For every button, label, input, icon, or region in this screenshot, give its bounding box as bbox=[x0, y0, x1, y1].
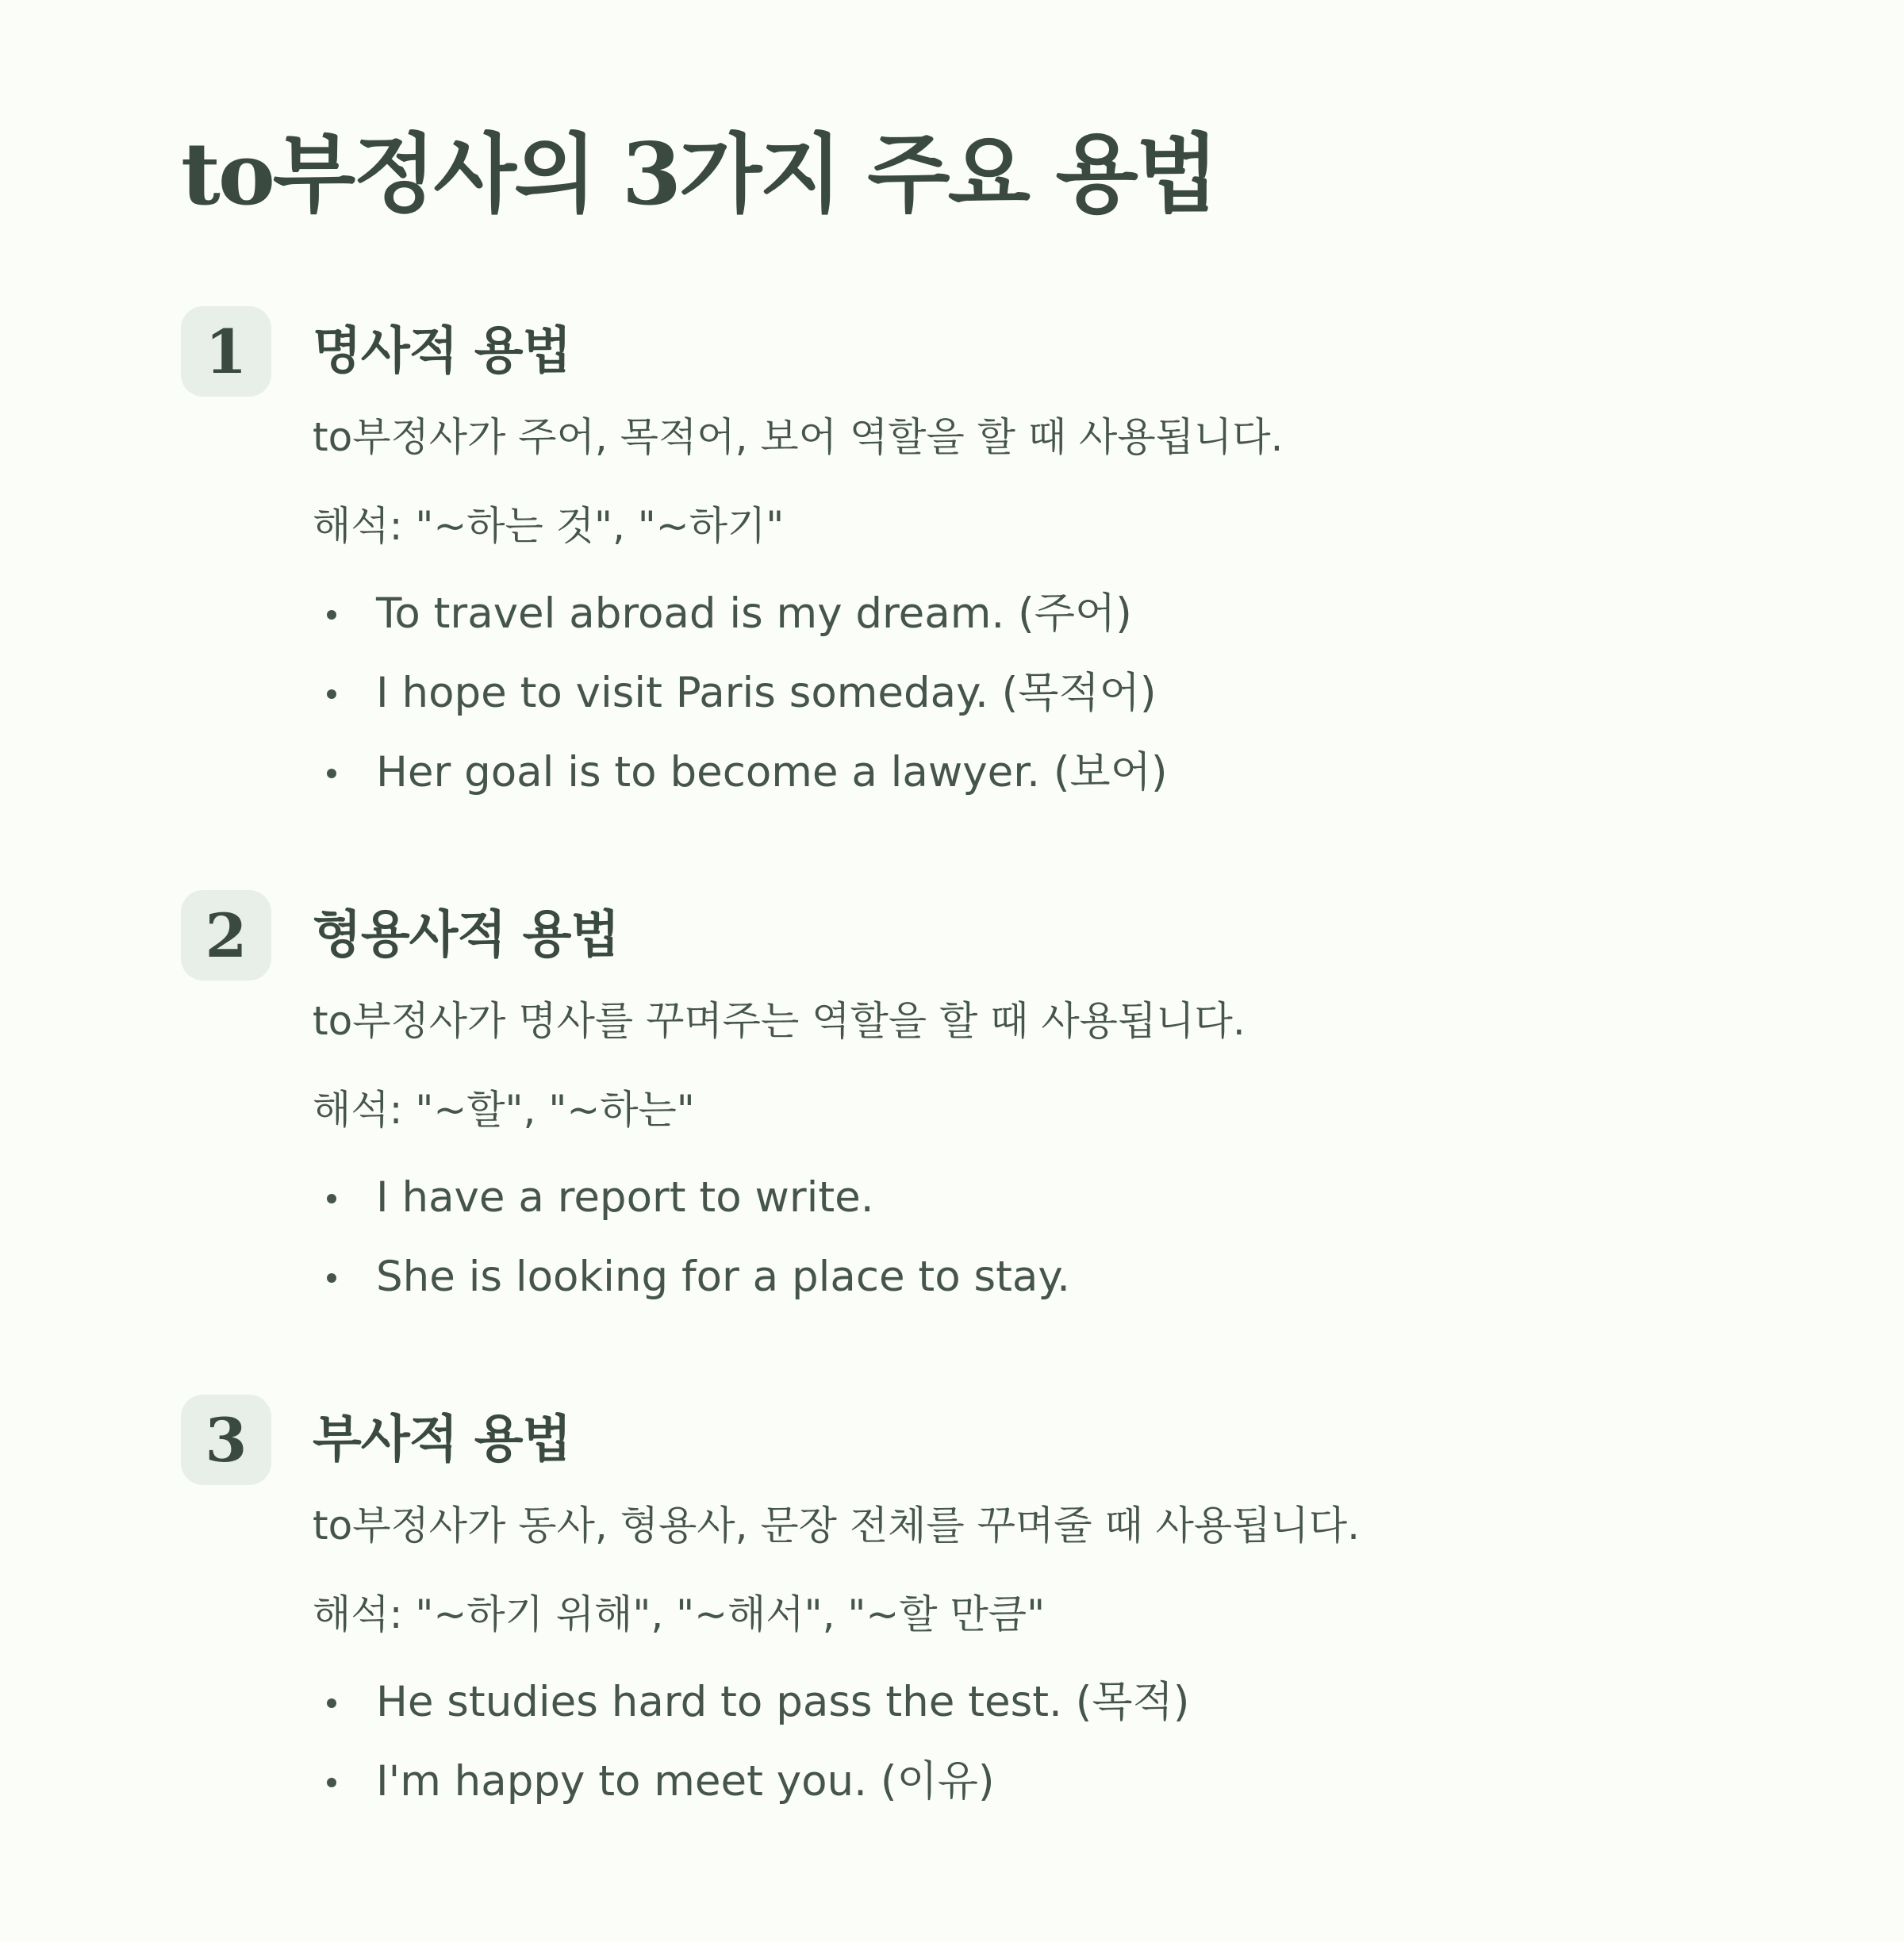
bullet-icon bbox=[327, 1273, 336, 1283]
example-text: I'm happy to meet you. (이유) bbox=[376, 1757, 995, 1806]
example-text: She is looking for a place to stay. bbox=[376, 1253, 1071, 1301]
section-interpretation: 해석: "~하기 위해", "~해서", "~할 만큼" bbox=[313, 1591, 1046, 1637]
example-text: To travel abroad is my dream. (주어) bbox=[376, 589, 1132, 638]
example-text: He studies hard to pass the test. (목적) bbox=[376, 1678, 1190, 1726]
bullet-icon bbox=[327, 769, 336, 778]
section-title: 부사적 용법 bbox=[313, 1410, 571, 1469]
bullet-icon bbox=[327, 689, 336, 699]
section-title: 명사적 용법 bbox=[313, 322, 571, 381]
section-number-badge: 1 bbox=[181, 306, 271, 397]
example-text: I hope to visit Paris someday. (목적어) bbox=[376, 669, 1157, 717]
bullet-icon bbox=[327, 1698, 336, 1708]
section-number-badge: 2 bbox=[181, 890, 271, 981]
section-number-badge: 3 bbox=[181, 1395, 271, 1485]
example-text: I have a report to write. bbox=[376, 1173, 874, 1222]
section-description: to부정사가 주어, 목적어, 보어 역할을 할 때 사용됩니다. bbox=[313, 414, 1284, 460]
bullet-icon bbox=[327, 1194, 336, 1203]
section-description: to부정사가 동사, 형용사, 문장 전체를 꾸며줄 때 사용됩니다. bbox=[313, 1503, 1361, 1549]
section-interpretation: 해석: "~할", "~하는" bbox=[313, 1087, 695, 1133]
page-title: to부정사의 3가지 주요 용법 bbox=[181, 125, 1217, 225]
bullet-icon bbox=[327, 610, 336, 620]
bullet-icon bbox=[327, 1778, 336, 1787]
example-text: Her goal is to become a lawyer. (보어) bbox=[376, 748, 1168, 796]
section-title: 형용사적 용법 bbox=[313, 906, 620, 965]
section-description: to부정사가 명사를 꾸며주는 역할을 할 때 사용됩니다. bbox=[313, 998, 1246, 1044]
section-interpretation: 해석: "~하는 것", "~하기" bbox=[313, 503, 785, 549]
